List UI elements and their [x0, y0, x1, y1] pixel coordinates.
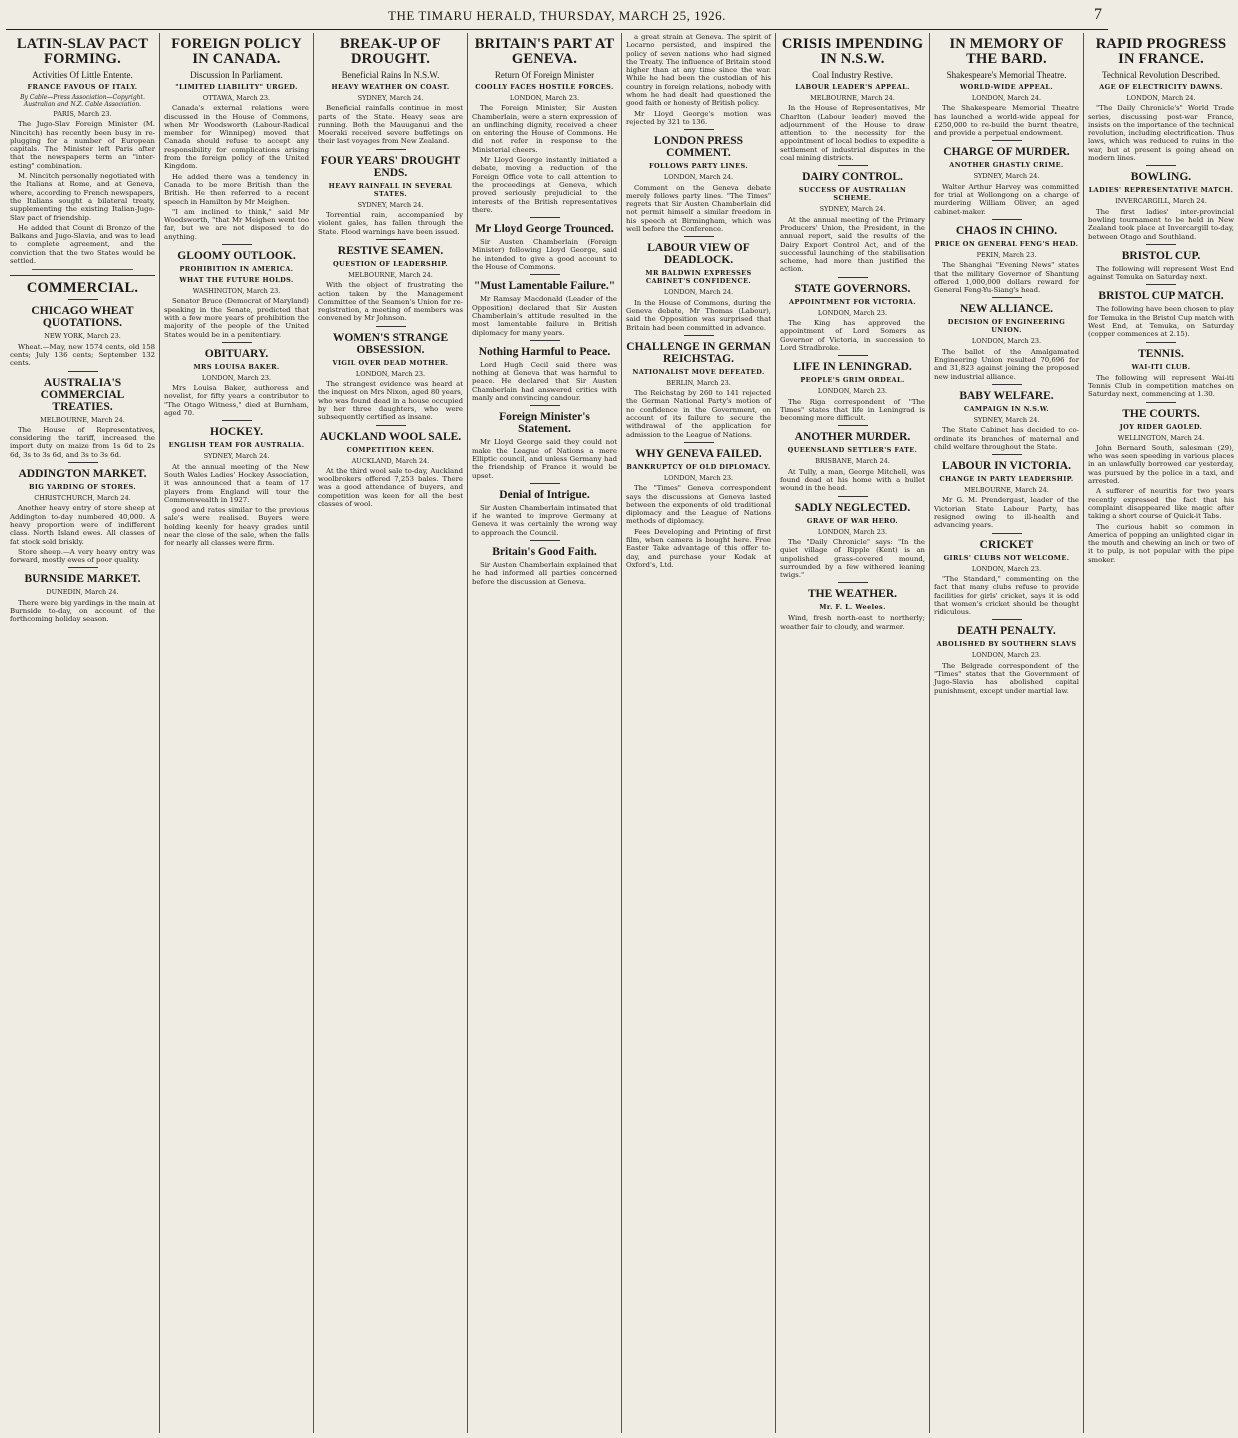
article-paragraph: M. Nincitch personally negotiated with the Italians at Rome, and at Geneva, where, according to French newspapers, the Italians sought a bilateral treaty, supplementing the existing Italian-Jugo-Slav pact of friendship.	[10, 172, 155, 222]
article-paragraph: In the House of Representatives, Mr Charlton (Labour leader) moved the adjournment of the House to draw attention to the necessity for the appointment of local bodies to expedite a settlement of industrial disputes in the coal mining districts.	[780, 104, 925, 163]
article-paragraph: The strangest evidence was heard at the inquest on Mrs Nixon, aged 80 years, who was found dead in a house occupied by her three daughters, who were subsequently certified as insane.	[318, 380, 463, 422]
article-paragraph: Senator Bruce (Democrat of Maryland) speaking in the Senate, predicted that with a few more years of prohibition the majority of the people of the United States would be in a penitentiary.	[164, 297, 309, 339]
article-subheading: BURNSIDE MARKET.	[24, 573, 141, 586]
article-dateline: INVERCARGILL, March 24.	[1115, 197, 1207, 206]
article-paragraph: Mr G. M. Prendergast, leader of the Victorian State Labour Party, has resigned owing to ill-health and advancing years.	[934, 496, 1079, 530]
article-separator	[376, 326, 406, 327]
article-subheading: HOCKEY.	[210, 426, 263, 439]
article-separator	[992, 533, 1022, 534]
article-paragraph: Mr Lloyd George instantly initiated a debate, moving a reduction of the Foreign Office vote to call attention to the proceedings at Geneva, which proved seriously prejudicial to the interests of the British representatives there.	[472, 156, 617, 214]
article-subheading: BRISTOL CUP MATCH.	[1098, 290, 1224, 303]
article-paragraph: The House of Representatives, considering the tariff, increased the import duty on maize from 1s 6d to 2s 6d, 3s to 3s 6d, and 3s to 3s 6d.	[10, 425, 155, 459]
article-dateline: SYDNEY, March 24.	[357, 200, 424, 209]
article-dateline: LONDON, March 23.	[663, 473, 734, 482]
article-subheading: Mr Lloyd George Trounced.	[475, 223, 614, 236]
article-headline: BREAK-UP OF DROUGHT.	[340, 36, 441, 67]
article-paragraph: He added that Count di Bronzo of the Balkans and Jugo-Slavia, and was to lead to complete agreement, and the conviction that the two States would be settled.	[10, 223, 155, 266]
article-kicker: COMPETITION KEEN.	[346, 445, 435, 454]
article-dateline: LONDON, March 24.	[663, 173, 734, 182]
article-dateline: MELBOURNE, March 24.	[40, 415, 125, 424]
article-kicker: COOLLY FACES HOSTILE FORCES.	[475, 83, 614, 91]
article-paragraph: Mr Lloyd George said they could not make the League of Nations a mere Elliptic council, and unless Germany had the friendship of France it would be upset.	[472, 438, 617, 480]
article-headline: CRISIS IMPENDING IN N.S.W.	[781, 36, 924, 67]
article-paragraph: The "Daily Chronicle" says: "In the quiet village of Ripple (Kent) is an unpolished grass-covered mound, surrounded by a few withered leaning twigs."	[780, 537, 925, 580]
columns-container	[6, 33, 1235, 1433]
article-kicker: BANKRUPTCY OF OLD DIPLOMACY.	[626, 462, 771, 471]
article-subheading: OBITUARY.	[204, 347, 269, 360]
article-subheading: TENNIS.	[1138, 347, 1184, 360]
article-paragraph: "I am inclined to think," said Mr Woodsworth, "that Mr Meighen went too far, but we are not disposed to do anything.	[164, 207, 309, 241]
article-paragraph: The curious habit so common in America of popping an unlighted cigar in the mouth and chewing an inch or two of it to pulp, is not popular with the pipe smoker.	[1088, 522, 1234, 564]
article-kicker: LADIES' REPRESENTATIVE MATCH.	[1088, 186, 1234, 195]
article-dateline: WASHINGTON, March 23.	[192, 287, 281, 296]
article-kicker: CHANGE IN PARTY LEADERSHIP.	[939, 475, 1074, 484]
column-4	[468, 33, 622, 1433]
article-deck: Return Of Foreign Minister	[494, 70, 595, 80]
article-separator	[992, 297, 1022, 298]
column-8	[1084, 33, 1238, 1433]
article-separator	[530, 274, 560, 275]
article-kicker: PEOPLE'S GRIM ORDEAL.	[800, 376, 905, 385]
article-dateline: MELBOURNE, March 24.	[348, 270, 433, 279]
article-subheading: STATE GOVERNORS.	[794, 282, 911, 295]
article-subheading: CHALLENGE IN GERMAN REICHSTAG.	[626, 340, 771, 365]
article-dateline: LONDON, March 24.	[663, 288, 734, 297]
article-kicker: ABOLISHED BY SOUTHERN SLAVS	[936, 640, 1077, 649]
article-kicker: BIG YARDING OF STORES.	[28, 483, 137, 492]
article-subheading: Foreign Minister's Statement.	[499, 411, 590, 436]
article-kicker: CAMPAIGN IN N.S.W.	[963, 404, 1050, 413]
article-headline: FOREIGN POLICY IN CANADA.	[171, 36, 302, 67]
article-separator	[530, 405, 560, 406]
article-separator	[1146, 244, 1176, 245]
article-separator	[684, 129, 714, 130]
article-dateline: CHRISTCHURCH, March 24.	[34, 494, 131, 503]
article-paragraph: a great strain at Geneva. The spirit of Locarno persisted, and inspired the policy of seven nations who had signed the Treaty. The influence of Britain stood higher than at any time since the war. While he had been the custodian of his country in foreign relations, nobody with whom he had dealt had questioned the good faith or honesty of British policy.	[626, 33, 771, 108]
article-paragraph: The Reichstag by 260 to 141 rejected the German National Party's motion of no confidence in the Government, on account of its failure to secure the withdrawal of the application for admission to the League of Nations.	[626, 389, 771, 439]
article-kicker: HEAVY WEATHER ON COAST.	[331, 83, 450, 91]
column-1	[6, 33, 160, 1433]
article-paragraph: The Foreign Minister, Sir Austen Chamberlain, were a stern expression of an unflinching dignity, received a cheer on entering the House of Commons. He did not refer in response to the Ministerial cheers.	[472, 104, 617, 154]
article-dateline: SYDNEY, March 24.	[819, 205, 886, 214]
article-paragraph: Walter Arthur Harvey was committed for trial at Wollongong on a charge of murdering William Oliver, an aged cabinet-maker.	[934, 182, 1079, 216]
article-separator	[68, 371, 98, 372]
article-separator	[1146, 165, 1176, 166]
article-separator	[222, 244, 252, 245]
article-dateline: BRISBANE, March 24.	[815, 457, 890, 466]
article-kicker: PRICE ON GENERAL FENG'S HEAD.	[934, 239, 1079, 248]
article-subheading: DEATH PENALTY.	[957, 625, 1056, 638]
article-kicker: WHAT THE FUTURE HOLDS.	[179, 276, 294, 285]
page-number: 7	[1094, 6, 1102, 23]
article-separator	[838, 165, 868, 166]
column-6	[776, 33, 930, 1433]
column-3	[314, 33, 468, 1433]
article-subheading: THE WEATHER.	[807, 588, 898, 601]
article-separator	[992, 219, 1022, 220]
article-paragraph: With the object of frustrating the action taken by the Management Committee of the Seamen's Union for re-registration, a meeting of members was convened by Mr Johnson.	[318, 281, 463, 323]
article-subheading: ANOTHER MURDER.	[794, 431, 911, 444]
article-dateline: MELBOURNE, March 24.	[810, 94, 895, 102]
article-kicker: WORLD-WIDE APPEAL.	[959, 83, 1054, 91]
article-separator	[992, 140, 1022, 141]
article-kicker: FOLLOWS PARTY LINES.	[648, 162, 749, 171]
article-paragraph: Mr Ramsay Macdonald (Leader of the Opposition) declared that Sir Austen Chamberlain's attitude resulted in the most lamentable failure in British diplomacy for many years.	[472, 295, 617, 337]
article-kicker: MR BALDWIN EXPRESSES CABINET'S CONFIDENCE.	[645, 269, 752, 286]
article-kicker: APPOINTMENT FOR VICTORIA.	[789, 297, 916, 306]
article-deck: Coal Industry Restive.	[812, 70, 893, 80]
article-paragraph: John Bernard South, salesman (29), who was seen speeding in various places in an unlawfully borrowed car yesterday, was pursued by the police in a taxi, and arrested.	[1088, 443, 1234, 486]
article-paragraph: Sir Austen Chamberlain (Foreign Minister) following Lloyd George, said he intended to give a good account to the House of Commons.	[472, 238, 617, 272]
article-kicker: AGE OF ELECTRICITY DAWNS.	[1099, 83, 1223, 91]
article-separator	[838, 355, 868, 356]
article-kicker: Mr. F. L. Weeles.	[819, 603, 886, 612]
article-separator	[684, 442, 714, 443]
article-paragraph: Torrential rain, accompanied by violent gales, has fallen through the State. Flood warnings have been issued.	[318, 211, 463, 236]
article-paragraph: The ballot of the Amalgamated Engineering Union resulted 70,696 for and 31,823 against joining the proposed new industrial alliance.	[934, 347, 1079, 381]
article-paragraph: Sir Austen Chamberlain explained that he had informed all parties concerned before the discussion at Geneva.	[472, 560, 617, 586]
article-subheading: BOWLING.	[1130, 171, 1192, 184]
article-paragraph: Wheat.—May, new 1574 cents, old 158 cents; July 136 cents; September 132 cents.	[10, 342, 155, 368]
article-headline: IN MEMORY OF THE BARD.	[949, 36, 1064, 67]
article-separator	[992, 619, 1022, 620]
article-deck: Beneficial Rains In N.S.W.	[341, 70, 440, 80]
article-kicker: QUEENSLAND SETTLER'S FATE.	[787, 446, 918, 455]
article-subheading: Nothing Harmful to Peace.	[478, 345, 611, 358]
article-separator	[838, 496, 868, 497]
article-paragraph: In the House of Commons, during the Geneva debate, Mr Thomas (Labour), said the Opposition was surprised that Britain had been committed in advance.	[626, 298, 771, 332]
article-paragraph: "The Standard," commenting on the fact that many clubs refuse to provide facilities for girls' cricket, says it is odd that women's cricket should be thought ridiculous.	[934, 574, 1079, 617]
article-paragraph: Mrs Louisa Baker, authoress and novelist, for fifty years a contributor to "The Otago Witness," died at Burnham, aged 70.	[164, 384, 309, 418]
article-subheading: AUCKLAND WOOL SALE.	[319, 430, 462, 443]
article-kicker: DECISION OF ENGINEERING UNION.	[947, 318, 1066, 335]
article-kicker: VIGIL OVER DEAD MOTHER.	[332, 358, 449, 367]
article-subheading: NEW ALLIANCE.	[959, 303, 1054, 316]
article-separator	[992, 384, 1022, 385]
article-kicker: GIRLS' CLUBS NOT WELCOME.	[943, 553, 1070, 562]
article-subheading: ADDINGTON MARKET.	[18, 468, 147, 481]
article-paragraph: Another heavy entry of store sheep at Addington to-day numbered 40,000. A heavy proportion were of indifferent class. North Island ewes. All classes of fat stock sold briskly.	[10, 504, 155, 546]
column-rule	[32, 269, 133, 270]
article-paragraph: The "Times" Geneva correspondent says the discussions at Geneva lasted between the exponents of old traditional diplomacy and the League of Nations methods of diplomacy.	[626, 484, 771, 526]
article-subheading: FOUR YEARS' DROUGHT ENDS.	[320, 154, 461, 179]
article-dateline: NEW YORK, March 23.	[44, 332, 121, 341]
article-dateline: LONDON, March 23.	[971, 651, 1042, 660]
article-separator	[530, 217, 560, 218]
article-dateline: OTTAWA, March 23.	[202, 94, 271, 102]
article-kicker: NATIONALIST MOVE DEFEATED.	[632, 367, 765, 376]
article-paragraph: He added there was a tendency in Canada to be more British than the British. He then referred to a recent speech in Hamilton by Mr Meighen.	[164, 172, 309, 206]
article-separator	[68, 462, 98, 463]
article-kicker: HEAVY RAINFALL IN SEVERAL STATES.	[328, 181, 453, 198]
article-paragraph: Wind, fresh north-east to northerly; weather fair to cloudy, and warmer.	[780, 614, 925, 631]
article-separator	[684, 335, 714, 336]
article-paragraph: The Jugo-Slav Foreign Minister (M. Nincitch) has recently been busy in re-plugging for a number of European capitals. The Minister left Paris after that the newspapers term an "inter-esting" combination.	[10, 120, 155, 170]
article-subheading: RESTIVE SEAMEN.	[337, 244, 444, 257]
article-paragraph: The State Cabinet has decided to co-ordinate its branches of maternal and child welfare throughout the State.	[934, 426, 1079, 451]
article-headline: LATIN-SLAV PACT FORMING.	[16, 36, 149, 67]
article-separator	[530, 340, 560, 341]
column-2	[160, 33, 314, 1433]
article-paragraph: Beneficial rainfalls continue in most parts of the State. Heavy seas are running. Both the Mauuganui and the Moeraki received severe buffetings on their last voyages from New Zealand.	[318, 104, 463, 146]
article-separator	[530, 540, 560, 541]
article-paragraph: At the annual meeting of the New South Wales Ladies' Hockey Association, it was announced that a team of 17 players from England will tour the Commonwealth in 1927.	[164, 462, 309, 504]
article-separator	[222, 342, 252, 343]
article-subheading: GLOOMY OUTLOOK.	[177, 250, 296, 263]
article-dateline: AUCKLAND, March 24.	[351, 456, 430, 465]
article-separator	[838, 425, 868, 426]
article-paragraph: Store sheep.—A very heavy entry was forward, mostly ewes of poor quality.	[10, 547, 155, 565]
article-paragraph: Lord Hugh Cecil said there was nothing at Geneva that was harmful to peace. He declared that Sir Austen Chamberlain had answered critics with manly and convincing candour.	[472, 360, 617, 403]
article-kicker: ANOTHER GHASTLY CRIME.	[949, 161, 1064, 170]
article-dateline: LONDON, March 24.	[1126, 94, 1196, 102]
article-kicker: GRAVE OF WAR HERO.	[806, 516, 899, 525]
article-paragraph: The Belgrade correspondent of the "Times" states that the Government of Jugo-Slavia has abolished capital punishment, except under martial law.	[934, 661, 1079, 695]
article-kicker: SUCCESS OF AUSTRALIAN SCHEME.	[798, 186, 907, 203]
article-subheading: LABOUR VIEW OF DEADLOCK.	[647, 242, 750, 267]
article-dateline: SYDNEY, March 24.	[973, 172, 1040, 181]
article-paragraph: A sufferer of neuritis for two years recently expressed the fact that his complaint disappeared like magic after taking a short course of Quick-it Tabs.	[1088, 487, 1234, 521]
article-deck: Technical Revolution Described.	[1101, 70, 1221, 80]
article-paragraph: Mr Lloyd George's motion was rejected by 321 to 136.	[626, 109, 771, 126]
article-separator	[68, 567, 98, 568]
article-kicker: PROHIBITION IN AMERICA.	[179, 265, 294, 274]
article-kicker: JOY RIDER GAOLED.	[1119, 422, 1203, 431]
article-separator	[1146, 342, 1176, 343]
article-subheading: CHARGE OF MURDER.	[943, 146, 1070, 159]
article-kicker: MRS LOUISA BAKER.	[193, 362, 280, 371]
article-paragraph: The King has approved the appointment of Lord Somers as Governor of Victoria, in succession to Lord Stradbroke.	[780, 319, 925, 352]
article-dateline: LONDON, March 23.	[201, 373, 272, 382]
article-headline: COMMERCIAL.	[26, 280, 139, 297]
article-kicker: LABOUR LEADER'S APPEAL.	[795, 83, 910, 91]
article-subheading: LIFE IN LENINGRAD.	[793, 361, 912, 374]
article-separator	[376, 149, 406, 150]
wire-credit: By Cable—Press Association—Copyright. Australian and N.Z. Cable Association.	[20, 94, 145, 108]
article-paragraph: Fees Developing and Printing of first film, when camera is bought here. Free Easter Take advantage of this offer to-day, and purchase your Kodak at Oxford's, Ltd.	[626, 527, 771, 569]
article-subheading: WHY GENEVA FAILED.	[635, 447, 762, 460]
article-deck: Activities Of Little Entente.	[32, 70, 133, 80]
article-deck: Discussion In Parliament.	[190, 70, 283, 80]
article-subheading: WOMEN'S STRANGE OBSESSION.	[332, 331, 449, 356]
section-rule	[10, 275, 155, 276]
column-5	[622, 33, 776, 1433]
article-paragraph: The following have been chosen to play for Temuka in the Bristol Cup match with West End, at Temuka, on Saturday (copper commences at 2.15).	[1088, 305, 1235, 339]
article-paragraph: The Riga correspondent of "The Times" states that life in Leningrad is becoming more difficult.	[780, 397, 925, 423]
article-paragraph: The Shakespeare Memorial Theatre has launched a world-wide appeal for £250,000 to re-build the burnt theatre, and provide a perpetual endowment.	[934, 104, 1079, 138]
article-kicker: QUESTION OF LEADERSHIP.	[333, 259, 448, 268]
article-paragraph: At the annual meeting of the Primary Producers' Union, the President, in the annual report, said the results of the Dairy Export Control Act, and of the successful launching of the stabilisation scheme, had more than justified the action.	[780, 215, 925, 274]
article-separator	[838, 277, 868, 278]
article-paragraph: The following will represent Wai-iti Tennis Club in competition matches on Saturday next, commencing at 1.30.	[1088, 373, 1234, 399]
article-dateline: SYDNEY, March 24.	[203, 452, 270, 461]
article-dateline: LONDON, March 23.	[355, 369, 426, 378]
article-paragraph: Canada's external relations were discussed in the House of Commons, when Mr Woodsworth (Labour-Radical member for Winnipeg) moved that Canada should refuse to accept any responsibility for complications arising from the foreign policy of the United Kingdom.	[164, 104, 309, 171]
article-paragraph: Sir Austen Chamberlain intimated that if he wanted to improve Germany at Geneva it was certainly the wrong way to approach the Council.	[472, 503, 617, 537]
article-kicker: "LIMITED LIABILITY" URGED.	[175, 83, 298, 91]
article-kicker: WAI-ITI CLUB.	[1131, 362, 1191, 371]
article-dateline: SYDNEY, March 24.	[357, 94, 424, 102]
article-subheading: THE COURTS.	[1122, 407, 1200, 420]
article-headline: RAPID PROGRESS IN FRANCE.	[1095, 36, 1227, 67]
article-paragraph: "The Daily Chronicle's" World Trade series, discussing post-war France, insists on the importance of the technical revolution, including electrification. Thus laws, which was reduced to ruins in the war, but at present is going ahead on modern lines.	[1088, 104, 1234, 163]
article-dateline: SYDNEY, March 24.	[973, 415, 1040, 424]
article-subheading: "Must Lamentable Failure."	[473, 280, 616, 293]
article-dateline: LONDON, March 23.	[509, 94, 580, 102]
article-dateline: LONDON, March 23.	[817, 527, 888, 536]
article-paragraph: The Shanghai "Evening News" states that the military Governor of Shantung offered 1,000,000 dollars reward for General Feng-Yu-Siang's head.	[934, 261, 1079, 295]
article-separator	[376, 239, 406, 240]
article-paragraph: Comment on the Geneva debate merely follows party lines. "The Times" regrets that Sir Austen Chamberlain did not permit himself a similar freedom in his speech at Birmingham, which was well before the Conference.	[626, 183, 771, 234]
article-separator	[376, 425, 406, 426]
article-dateline: MELBOURNE, March 24.	[964, 486, 1049, 495]
article-dateline: BERLIN, March 23.	[666, 378, 731, 387]
masthead	[6, 8, 1108, 30]
article-separator	[222, 420, 252, 421]
article-subheading: Britain's Good Faith.	[492, 545, 597, 558]
article-separator	[530, 483, 560, 484]
article-separator	[1146, 402, 1176, 403]
article-paragraph: The following will represent West End against Temuka on Saturday next.	[1088, 264, 1234, 282]
article-dateline: LONDON, March 23.	[971, 337, 1042, 346]
article-subheading: CRICKET	[979, 538, 1034, 551]
masthead-title: THE TIMARU HERALD, THURSDAY, MARCH 25, 1926.	[388, 8, 726, 23]
article-separator	[992, 454, 1022, 455]
article-subheading: BRISTOL CUP.	[1121, 249, 1201, 262]
article-headline: BRITAIN'S PART AT GENEVA.	[474, 36, 615, 67]
article-subheading: SADLY NEGLECTED.	[794, 501, 911, 514]
article-dateline: PARIS, March 23.	[53, 110, 112, 118]
article-paragraph: There were big yardings in the main at Burnside to-day, on account of the forthcoming holiday season.	[10, 598, 155, 624]
article-paragraph: good and rates similar to the previous sale's were realised. Buyers were holding keenly for heavy grades until near the close of the sale, when the falls for nearly all classes were firm.	[164, 506, 309, 548]
article-dateline: PEKIN, March 23.	[976, 250, 1037, 259]
article-separator	[68, 299, 98, 300]
article-paragraph: At the third wool sale to-day, Auckland woolbrokers offered 7,253 bales. There was a good attendance of buyers, and competition was keen for all the best classes of wool.	[318, 466, 463, 509]
article-kicker: ENGLISH TEAM FOR AUSTRALIA.	[168, 441, 305, 450]
article-subheading: CHICAGO WHEAT QUOTATIONS.	[31, 305, 134, 330]
column-7	[930, 33, 1084, 1433]
article-subheading: Denial of Intrigue.	[499, 488, 590, 501]
article-separator	[838, 582, 868, 583]
article-deck: Shakespeare's Memorial Theatre.	[946, 70, 1067, 80]
article-dateline: LONDON, March 24.	[971, 94, 1042, 102]
article-subheading: LABOUR IN VICTORIA.	[942, 460, 1071, 473]
article-subheading: AUSTRALIA'S COMMERCIAL TREATIES.	[40, 376, 125, 413]
article-subheading: CHAOS IN CHINO.	[955, 224, 1058, 237]
article-dateline: LONDON, March 23.	[817, 308, 888, 317]
article-separator	[1146, 284, 1176, 285]
article-subheading: LONDON PRESS COMMENT.	[653, 135, 744, 160]
article-dateline: LONDON, March 23.	[971, 564, 1042, 573]
article-kicker: FRANCE FAVOUS OF ITALY.	[27, 83, 138, 91]
article-dateline: LONDON, March 23.	[817, 387, 888, 396]
article-separator	[684, 236, 714, 237]
article-dateline: WELLINGTON, March 24.	[1117, 433, 1205, 442]
article-subheading: BABY WELFARE.	[959, 389, 1054, 402]
article-subheading: DAIRY CONTROL.	[802, 171, 903, 184]
article-paragraph: The first ladies' inter-provincial bowling tournament to be held in New Zealand took place at Invercargill to-day, between Otago and Southland.	[1088, 207, 1234, 241]
article-paragraph: At Tully, a man, George Mitchell, was found dead at his home with a bullet wound in the head.	[780, 467, 925, 493]
article-dateline: DUNEDIN, March 24.	[46, 588, 119, 597]
